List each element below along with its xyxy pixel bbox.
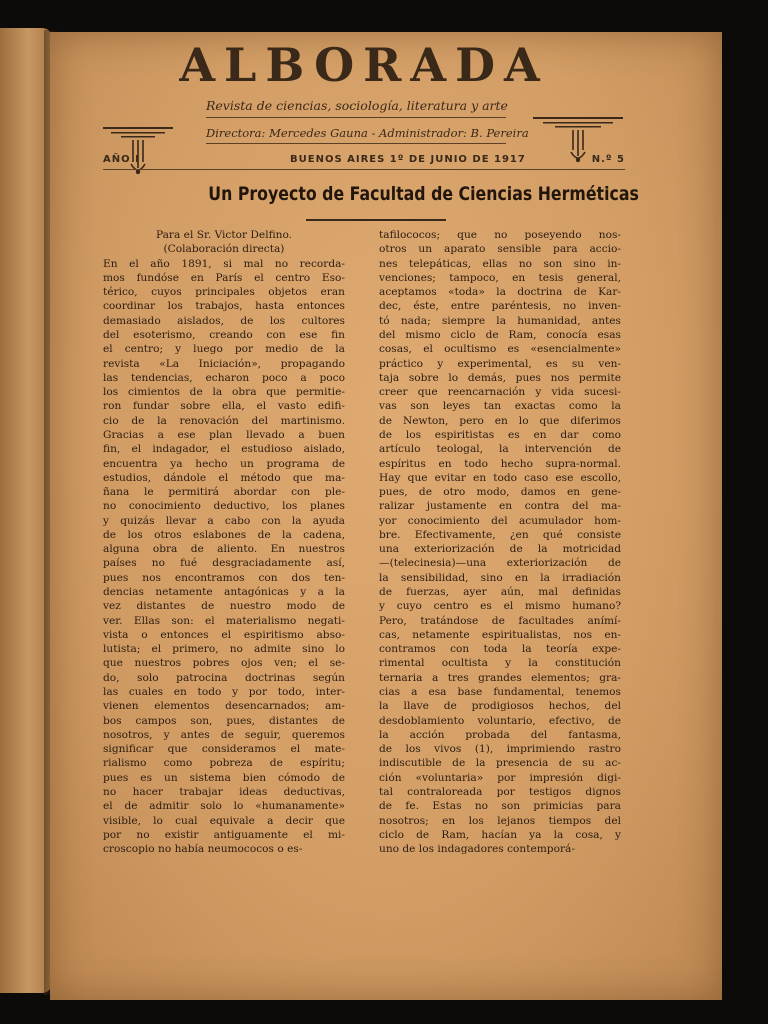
issue-dateline: BUENOS AIRES 1º DE JUNIO DE 1917 [290, 154, 526, 165]
article-text-line: yor conocimiento del acumulador hom- [379, 514, 621, 527]
article-text-line: significar que consideramos el mate- [103, 743, 345, 756]
article-text-line: de los espiritistas es en dar como [379, 428, 621, 441]
article-text-line: creer que reencarnación y vida sucesi- [379, 386, 621, 399]
article-text-line: coordinar los trabajos, hasta entonces [103, 300, 345, 313]
subtitle-rule [206, 117, 506, 118]
article-text-line: no hacer trabajar ideas deductivas, [103, 785, 345, 798]
article-headline: Un Proyecto de Facultad de Ciencias Herméticas [208, 183, 639, 205]
article-text-line: por no existir antiguamente el mi- [103, 828, 345, 841]
article-text-line: estudios, dándole el método que ma- [103, 471, 345, 484]
article-text-line: vienen elementos desencarnados; am- [103, 700, 345, 713]
article-text-line: de los vivos (1), imprimiendo rastro [379, 743, 621, 756]
article-text-line: tal contraloreada por testigos dignos [379, 785, 621, 798]
article-text-line: encuentra ya hecho un programa de [103, 457, 345, 470]
article-text-line: que nuestros pobres ojos ven; el se- [103, 657, 345, 670]
article-text-line: nosotros, y antes de seguir, queremos [103, 728, 345, 741]
article-text-line: pues es un sistema bien cómodo de [103, 771, 345, 784]
article-text-line: de fe. Estas no son primicias para [379, 800, 621, 813]
article-text-line: do, solo patrocina doctrinas según [103, 671, 345, 684]
article-text-line: una exteriorización de la motricidad [379, 543, 621, 556]
article-text-line: Gracias a ese plan llevado a buen [103, 428, 345, 441]
headline-rule [306, 219, 446, 221]
article-text-line: rialismo como pobreza de espíritu; [103, 757, 345, 770]
article-text-line: visible, lo cual equivale a decir que [103, 814, 345, 827]
article-text-line: vez distantes de nuestro modo de [103, 600, 345, 613]
article-text-line: desdoblamiento voluntario, efectivo, de [379, 714, 621, 727]
article-text-line: Pero, tratándose de facultades anímí- [379, 614, 621, 627]
article-text-line: (Colaboración directa) [163, 243, 285, 256]
masthead-staff: Directora: Mercedes Gauna - Administrador: B. Pereira [206, 126, 529, 140]
article-text-line: artículo teologal, la intervención de [379, 443, 621, 456]
article-text-line: del mismo ciclo de Ram, conocía esas [379, 328, 621, 341]
article-text-line: cosas, el ocultismo es «esencialmente» [379, 343, 621, 356]
article-text-line: otros un aparato sensible para accio- [379, 243, 621, 256]
article-text-line: aceptamos «toda» la doctrina de Kar- [379, 286, 621, 299]
article-text-line: de los otros eslabones de la cadena, [103, 528, 345, 541]
article-text-line: la llave de prodigiosos hechos, del [379, 700, 621, 713]
article-text-line: revista «La Iniciación», propagando [103, 357, 345, 370]
article-column-left [103, 228, 345, 856]
article-text-line: cio de la renovación del martinismo. [103, 414, 345, 427]
article-text-line: la sensibilidad, sino en la irradiación [379, 571, 621, 584]
article-text-line: ternaria a tres grandes elementos; gra- [379, 671, 621, 684]
article-text-line: croscopio no había neumococos o es- [103, 843, 303, 856]
article-text-line: espíritus en todo hecho supra-normal. [379, 457, 621, 470]
masthead-title: ALBORADA [179, 38, 549, 92]
issue-number: N.º 5 [591, 154, 625, 165]
article-text-line: nosotros; en los lejanos tiempos del [379, 814, 621, 827]
article-text-line: cas, netamente espiritualistas, nos en- [379, 628, 621, 641]
article-text-line: ver. Ellas son: el materialismo negati- [103, 614, 345, 627]
article-text-line: ralizar justamente en contra del ma- [379, 500, 621, 513]
article-text-line: térico, cuyos principales objetos eran [103, 286, 345, 299]
article-text-line: vas son leyes tan exactas como la [379, 400, 621, 413]
article-text-line: y quizás llevar a cabo con la ayuda [103, 514, 345, 527]
article-text-line: tafilococos; que no poseyendo nos- [379, 229, 621, 241]
article-text-line: dencias netamente antagónicas y a la [103, 586, 345, 599]
article-text-line: bos campos son, pues, distantes de [103, 714, 345, 727]
masthead-subtitle: Revista de ciencias, sociología, literatura y arte [206, 98, 508, 113]
article-text-line: alguna obra de aliento. En nuestros [103, 543, 345, 556]
article-text-line: la acción probada del fantasma, [379, 728, 621, 741]
article-text-line: ciclo de Ram, hacían ya la cosa, y [379, 828, 621, 841]
article-text-line: lutista; el primero, no admite sino lo [103, 643, 345, 656]
article-text-line: pues, de otro modo, damos en gene- [379, 486, 621, 499]
article-text-line: dec, éste, entre paréntesis, no inven- [379, 300, 621, 313]
article-text-line: tó nada; siempre la humanidad, antes [379, 314, 621, 327]
article-text-line: rimental ocultista y la constitución [379, 657, 621, 670]
article-text-line: el de admitir solo lo «humanamente» [103, 800, 345, 813]
article-text-line: taja sobre lo demás, pues nos permite [379, 371, 621, 384]
article-text-line: nes telepáticas, ellas no son sino in- [379, 257, 621, 270]
article-text-line: —(telecinesia)—una exteriorización de [379, 557, 621, 570]
article-text-line: los cimientos de la obra que permitie- [103, 386, 345, 399]
article-text-line: práctico y experimental, es su ven- [379, 357, 621, 370]
article-text-line: Hay que evitar en todo caso ese escollo, [379, 471, 621, 484]
article-text-line: países no fué desgraciadamente así, [103, 557, 345, 570]
article-text-line: no conocimiento deductivo, los planes [103, 500, 345, 513]
article-text-line: Para el Sr. Victor Delfino. [155, 229, 293, 241]
article-text-line: ñana le permitirá abordar con ple- [103, 486, 345, 499]
issue-rule [103, 169, 625, 170]
article-text-line: uno de los indagadores contemporá- [379, 843, 575, 856]
article-text-line: las tendencias, echaron poco a poco [103, 371, 345, 384]
article-text-line: cias a esa base fundamental, tenemos [379, 686, 621, 698]
article-text-line: indiscutible de la presencia de su ac- [379, 757, 621, 770]
article-text-line: bre. Efectivamente, ¿en qué consiste [379, 528, 621, 541]
article-text-line: del esoterismo, creando con ese fin [103, 328, 345, 341]
article-text-line: ción «voluntaria» por impresión digi- [379, 771, 621, 784]
issue-info-line [103, 154, 625, 170]
article-text-line: mos fundóse en París el centro Eso- [103, 271, 345, 284]
article-text-line: contramos con toda la teoría expe- [379, 643, 621, 656]
article-column-right [379, 228, 621, 856]
article-text-line: el centro; y luego por medio de la [103, 343, 345, 356]
article-text-line: vista o entonces el espiritismo abso- [103, 628, 345, 641]
article-text-line: fin, el indagador, el estudioso aislado, [103, 443, 345, 456]
article-text-line: En el año 1891, si mal no recorda- [103, 257, 345, 270]
article-text-line: las cuales en todo y por todo, inter- [103, 686, 345, 698]
article-text-line: de Newton, pero en lo que diferimos [379, 414, 621, 427]
article-text-line: ron fundar sobre ella, el vasto edifi- [103, 400, 345, 413]
article-text-line: demasiado aislados, de los cultores [103, 314, 345, 327]
article-text-line: venciones; tampoco, en tesis general, [379, 271, 621, 284]
article-text-line: y cuyo centro es el mismo humano? [379, 600, 621, 613]
article-text-line: de fuerzas, ayer aún, mal definidas [379, 586, 621, 599]
staff-rule [206, 143, 506, 144]
issue-year: AÑO I [103, 154, 140, 165]
article-text-line: pues nos encontramos con dos ten- [103, 571, 345, 584]
